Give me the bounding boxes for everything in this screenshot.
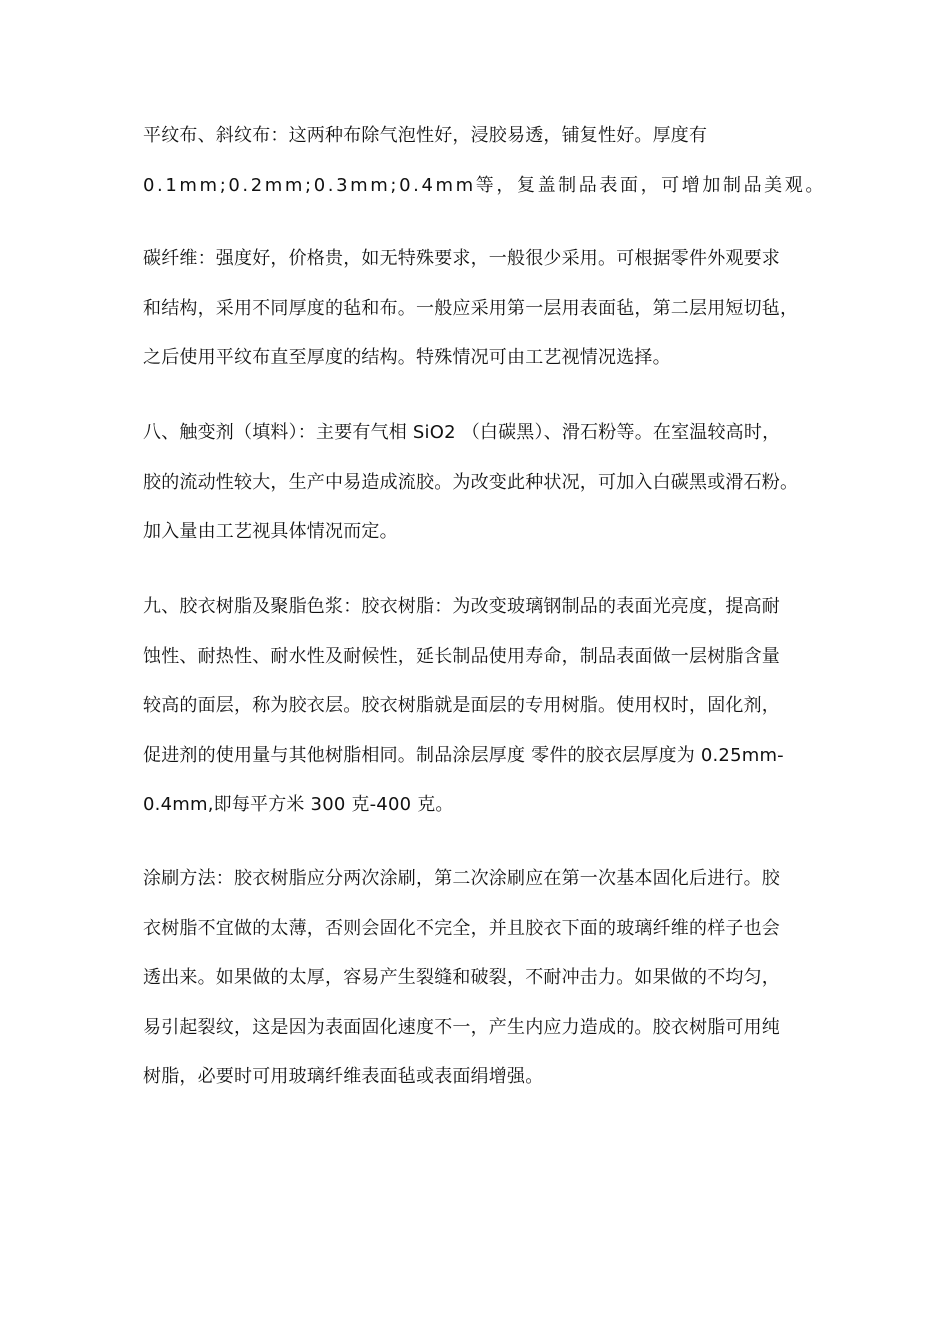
text-line: 胶的流动性较大，生产中易造成流胶。为改变此种状况，可加入白碳黑或滑石粉。 — [143, 472, 799, 493]
text-line: 较高的面层，称为胶衣层。胶衣树脂就是面层的专用树脂。使用权时，固化剂， — [143, 695, 780, 716]
text-line: 衣树脂不宜做的太薄，否则会固化不完全，并且胶衣下面的玻璃纤维的样子也会 — [143, 918, 780, 939]
text-line: 蚀性、耐热性、耐水性及耐候性，延长制品使用寿命，制品表面做一层树脂含量 — [143, 646, 780, 667]
text-line: 和结构，采用不同厚度的毡和布。一般应采用第一层用表面毡，第二层用短切毡， — [143, 298, 799, 319]
text-line: 之后使用平纹布直至厚度的结构。特殊情况可由工艺视情况选择。 — [143, 347, 671, 368]
text-line: 涂刷方法：胶衣树脂应分两次涂刷，第二次涂刷应在第一次基本固化后进行。胶 — [143, 868, 780, 889]
text-line: 0.1mm;0.2mm;0.3mm;0.4mm等，复盖制品表面，可增加制品美观。 — [143, 175, 826, 196]
text-line: 九、胶衣树脂及聚脂色浆：胶衣树脂：为改变玻璃钢制品的表面光亮度，提高耐 — [143, 596, 780, 617]
text-line: 平纹布、斜纹布：这两种布除气泡性好，浸胶易透，铺复性好。厚度有 — [143, 125, 708, 146]
text-line: 透出来。如果做的太厚，容易产生裂缝和破裂，不耐冲击力。如果做的不均匀， — [143, 967, 780, 988]
text-line: 易引起裂纹，这是因为表面固化速度不一，产生内应力造成的。胶衣树脂可用纯 — [143, 1017, 780, 1038]
text-line: 碳纤维：强度好，价格贵，如无特殊要求，一般很少采用。可根据零件外观要求 — [143, 248, 780, 269]
text-line: 0.4mm,即每平方米 300 克-400 克。 — [143, 794, 454, 815]
text-line: 八、触变剂（填料）：主要有气相 SiO2 （白碳黑）、滑石粉等。在室温较高时， — [143, 422, 781, 443]
text-line: 促进剂的使用量与其他树脂相同。制品涂层厚度 零件的胶衣层厚度为 0.25mm- — [143, 745, 784, 766]
text-line: 加入量由工艺视具体情况而定。 — [143, 521, 398, 542]
text-line: 树脂，必要时可用玻璃纤维表面毡或表面绢增强。 — [143, 1066, 544, 1087]
